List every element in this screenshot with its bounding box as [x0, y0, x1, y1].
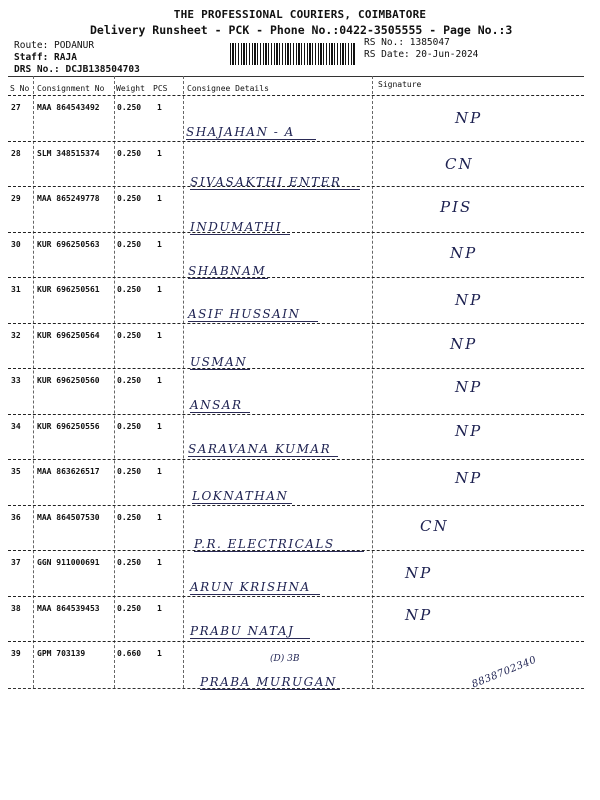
row-pcs: 1: [157, 149, 162, 158]
row-pcs: 1: [157, 240, 162, 249]
row-separator: [8, 459, 584, 460]
row-pcs: 1: [157, 513, 162, 522]
row-consignment-no: KUR 696250560: [37, 376, 100, 385]
row-sno: 38: [11, 604, 21, 613]
row-weight: 0.250: [117, 240, 142, 249]
col-header-weight: Weight: [116, 84, 145, 93]
row-sno: 33: [11, 376, 21, 385]
row-consignment-no: MAA 864539453: [37, 604, 100, 613]
row-weight: 0.250: [117, 558, 142, 567]
row-weight: 0.250: [117, 604, 142, 613]
row-sno: 39: [11, 649, 21, 658]
row-pcs: 1: [157, 422, 162, 431]
row-sno: 32: [11, 331, 21, 340]
company-title: THE PROFESSIONAL COURIERS, COIMBATORE: [173, 8, 427, 21]
row-consignment-no: SLM 348515374: [37, 149, 100, 158]
row-sno: 30: [11, 240, 21, 249]
row-weight: 0.250: [117, 149, 142, 158]
row-sno: 37: [11, 558, 21, 567]
row-weight: 0.250: [117, 285, 142, 294]
row-pcs: 1: [157, 285, 162, 294]
row-pcs: 1: [157, 558, 162, 567]
row-separator: [8, 368, 584, 369]
row-consignee-underline: [188, 456, 338, 457]
row-pcs: 1: [157, 649, 162, 658]
row-signature-handwritten: NP: [450, 335, 478, 353]
row-pcs: 1: [157, 376, 162, 385]
row-signature-handwritten: 8838702340: [470, 654, 539, 691]
row-weight: 0.250: [117, 513, 142, 522]
row-consignee-handwritten: SARAVANA KUMAR: [188, 442, 332, 456]
row-consignee-handwritten: SHABNAM: [188, 264, 267, 278]
row-signature-handwritten: NP: [455, 291, 483, 309]
rs-number: RS No.: 1385047: [364, 37, 450, 48]
row-separator: [8, 323, 584, 324]
row-sno: 36: [11, 513, 21, 522]
row-separator: [8, 550, 584, 551]
row-weight: 0.250: [117, 194, 142, 203]
row-consignment-no: MAA 864507530: [37, 513, 100, 522]
row-consignee-handwritten: P.R. ELECTRICALS: [194, 537, 335, 551]
col-header-sno: S No: [10, 84, 30, 93]
row-pcs: 1: [157, 604, 162, 613]
row-separator: [8, 596, 584, 597]
row-separator: [8, 186, 584, 187]
row-consignment-no: GPM 703139: [37, 649, 86, 658]
row-consignee-underline: [186, 139, 316, 140]
row-consignee-handwritten: LOKNATHAN: [192, 489, 289, 503]
row-signature-handwritten: NP: [405, 606, 433, 624]
col-header-pcs: PCS: [153, 84, 168, 93]
rs-date: RS Date: 20-Jun-2024: [364, 49, 479, 60]
row-pcs: 1: [157, 331, 162, 340]
row-weight: 0.250: [117, 422, 142, 431]
col-header-consignment: Consignment No: [37, 84, 105, 93]
row-sno: 31: [11, 285, 21, 294]
row-consignment-no: MAA 865249778: [37, 194, 100, 203]
table-bottom-rule: [8, 688, 584, 689]
row-consignee-handwritten: PRABU NATAJ: [190, 624, 295, 638]
row-pcs: 1: [157, 467, 162, 476]
row-sno: 34: [11, 422, 21, 431]
row-separator: [8, 641, 584, 642]
row-pcs: 1: [157, 194, 162, 203]
row-consignment-no: KUR 696250564: [37, 331, 100, 340]
row-consignee-handwritten: ANSAR: [190, 398, 243, 412]
row-consignee-underline: [190, 412, 250, 413]
row-signature-handwritten: PIS: [440, 198, 473, 216]
row-signature-handwritten: NP: [405, 564, 433, 582]
route-label: Route: PODANUR: [14, 40, 95, 51]
row-separator: [8, 141, 584, 142]
row-weight: 0.250: [117, 331, 142, 340]
row-signature-handwritten: NP: [455, 469, 483, 487]
row-consignee-handwritten: INDUMATHI: [190, 220, 282, 234]
row-weight: 0.660: [117, 649, 142, 658]
row-sno: 28: [11, 149, 21, 158]
row-consignment-no: KUR 696250556: [37, 422, 100, 431]
row-consignee-handwritten: ARUN KRISHNA: [190, 580, 311, 594]
row-signature-handwritten: CN: [445, 155, 474, 173]
row-consignee-underline: [200, 689, 340, 690]
row-consignee-underline: [190, 234, 290, 235]
row-consignee-handwritten: USMAN: [190, 355, 248, 369]
row-separator: [8, 414, 584, 415]
row-consignment-no: MAA 863626517: [37, 467, 100, 476]
row-consignee-handwritten: SIVASAKTHI ENTER: [190, 175, 342, 189]
row-consignee-handwritten: PRABA MURUGAN: [200, 675, 337, 689]
row-consignee-underline: [190, 594, 320, 595]
row-separator: [8, 505, 584, 506]
row-weight: 0.250: [117, 467, 142, 476]
row-weight: 0.250: [117, 103, 142, 112]
row-weight: 0.250: [117, 376, 142, 385]
row-separator: [8, 277, 584, 278]
row-sno: 29: [11, 194, 21, 203]
drs-number: DRS No.: DCJB138504703: [14, 64, 140, 75]
staff-label: Staff: RAJA: [14, 52, 77, 63]
row-pcs: 1: [157, 103, 162, 112]
row-signature-handwritten: NP: [455, 378, 483, 396]
row-consignment-no: GGN 911000691: [37, 558, 100, 567]
row39-handwritten-note: (D) 3B: [270, 654, 300, 664]
row-sno: 27: [11, 103, 21, 112]
row-consignee-underline: [194, 551, 364, 552]
row-signature-handwritten: CN: [420, 517, 449, 535]
barcode: [230, 43, 356, 65]
row-consignment-no: KUR 696250563: [37, 240, 100, 249]
row-consignment-no: MAA 864543492: [37, 103, 100, 112]
row-sno: 35: [11, 467, 21, 476]
row-consignee-underline: [190, 369, 250, 370]
row-consignee-underline: [188, 321, 318, 322]
row-signature-handwritten: NP: [455, 109, 483, 127]
table-header-rule: [8, 95, 584, 96]
row-signature-handwritten: NP: [450, 244, 478, 262]
row-consignee-handwritten: ASIF HUSSAIN: [188, 307, 301, 321]
row-consignee-underline: [192, 503, 292, 504]
runsheet-subtitle: Delivery Runsheet - PCK - Phone No.:0422-3505555 - Page No.:3: [90, 23, 513, 37]
table-top-rule: [8, 76, 584, 77]
col-header-consignee: Consignee Details: [187, 84, 269, 93]
col-header-signature: Signature: [378, 80, 422, 89]
row-consignee-underline: [190, 638, 310, 639]
row-signature-handwritten: NP: [455, 422, 483, 440]
row-separator: [8, 232, 584, 233]
row-consignee-underline: [190, 189, 360, 190]
row-consignee-underline: [188, 278, 268, 279]
row-consignment-no: KUR 696250561: [37, 285, 100, 294]
row-consignee-handwritten: SHAJAHAN - A: [186, 125, 295, 139]
